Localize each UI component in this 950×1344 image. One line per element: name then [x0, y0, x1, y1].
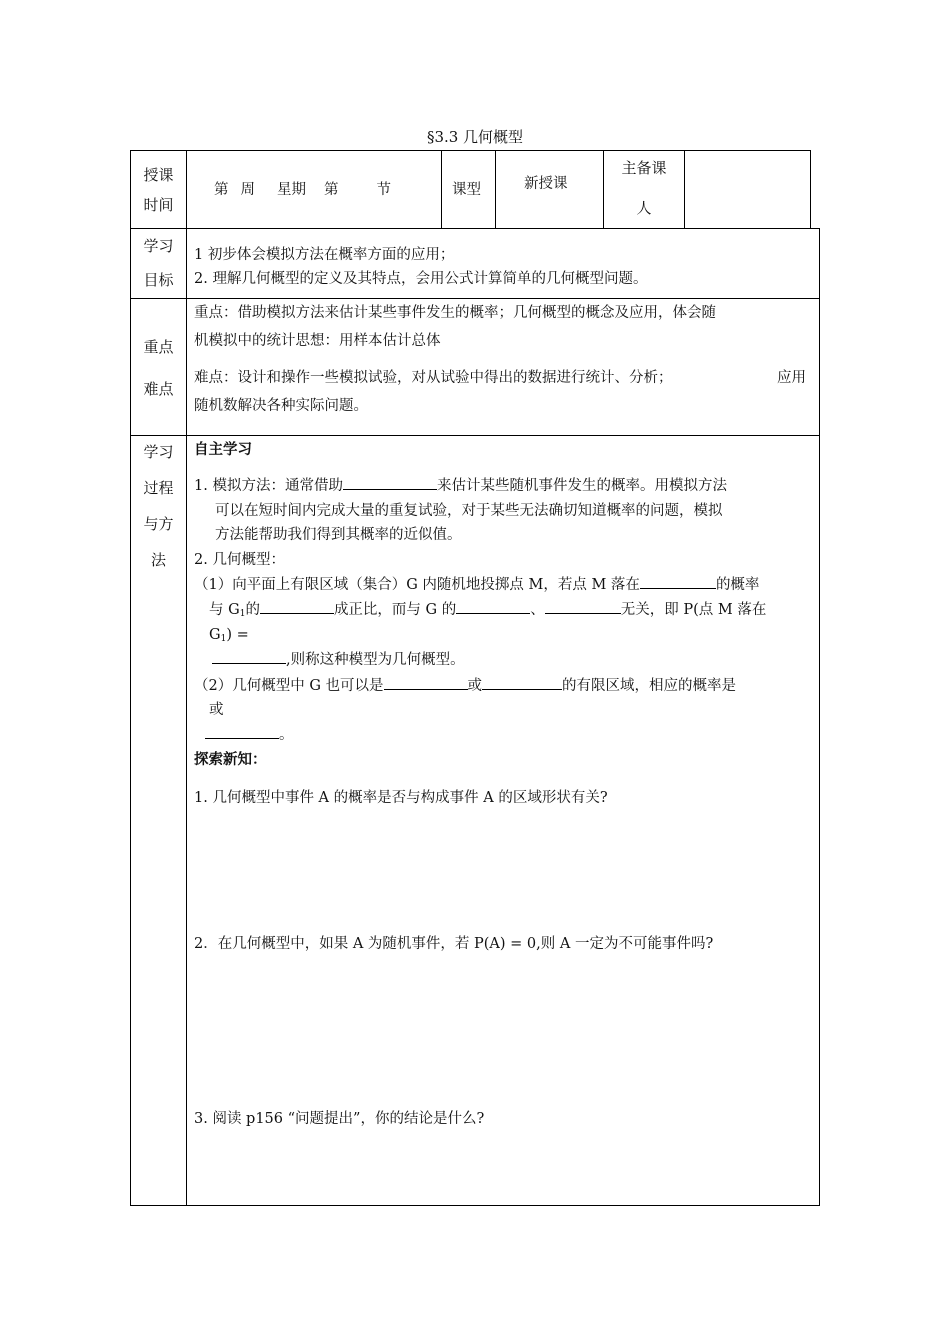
explore-heading: 探索新知：: [194, 751, 267, 768]
self-study-heading: 自主学习: [194, 441, 252, 458]
keypoints-label: 重点 难点: [143, 338, 174, 398]
teacher-label: 主备课 人: [621, 159, 667, 217]
type-label: 课型: [452, 182, 481, 198]
q2-2-line-2: 或: [209, 702, 224, 718]
difficulty-line-1-end: 应用: [777, 370, 806, 386]
explore-question-1: 1. 几何概型中事件 A 的概率是否与构成事件 A 的区域形状有关?: [194, 790, 608, 806]
difficulty-line-1: 难点：设计和操作一些模拟试验，对从试验中得出的数据进行统计、分析；: [194, 370, 673, 386]
q1-line-1: 1. 模拟方法：通常借助 来估计某些随机事件发生的概率。用模拟方法: [194, 473, 727, 499]
explore-question-3: 3. 阅读 p156 “问题提出”，你的结论是什么?: [194, 1111, 485, 1127]
q2-title: 2. 几何概型：: [194, 552, 285, 568]
q2-2-line-1: （2）几何概型中 G 也可以是 或 的有限区域，相应的概率是: [194, 673, 736, 699]
q1-line-3: 方法能帮助我们得到其概率的近似值。: [215, 527, 462, 543]
schedule-week: 第 周 星期 第 节: [214, 182, 391, 198]
difficulty-line-2: 随机数解决各种实际问题。: [194, 398, 368, 414]
q1-line-2: 可以在短时间内完成大量的重复试验，对于某些无法确切知道概率的问题，模拟: [215, 503, 723, 519]
goal-item-1: 1 初步体会模拟方法在概率方面的应用；: [194, 247, 455, 263]
goals-label: 学习 目标: [143, 237, 174, 289]
type-value: 新授课: [524, 176, 568, 192]
q2-1-line-1: （1）向平面上有限区域（集合）G 内随机地投掷点 M，若点 M 落在 的概率: [194, 572, 759, 598]
process-label: 学习 过程 与方 法: [143, 443, 174, 569]
q2-1-line-3: $G_1$) =: [209, 627, 249, 644]
page-title: §3.3 几何概型: [426, 128, 524, 146]
q2-2-line-3: 。: [205, 722, 294, 748]
goal-item-2: 2. 理解几何概型的定义及其特点，会用公式计算简单的几何概型问题。: [194, 271, 648, 287]
q2-1-line-4: ,则称这种模型为几何概型。: [212, 647, 465, 673]
q2-1-line-2: 与 $G_1$的 成正比，而与 G 的 、 无关，即 P(点 M 落在: [209, 597, 766, 627]
time-label: 授课 时间: [143, 166, 174, 214]
explore-question-2: 2．在几何概型中，如果 A 为随机事件，若 P(A) = 0,则 A 一定为不可能事件吗?: [194, 936, 714, 952]
key-point-line-2: 机模拟中的统计思想：用样本估计总体: [194, 333, 441, 349]
key-point-line-1: 重点：借助模拟方法来估计某些事件发生的概率；几何概型的概念及应用，体会随: [194, 305, 716, 321]
